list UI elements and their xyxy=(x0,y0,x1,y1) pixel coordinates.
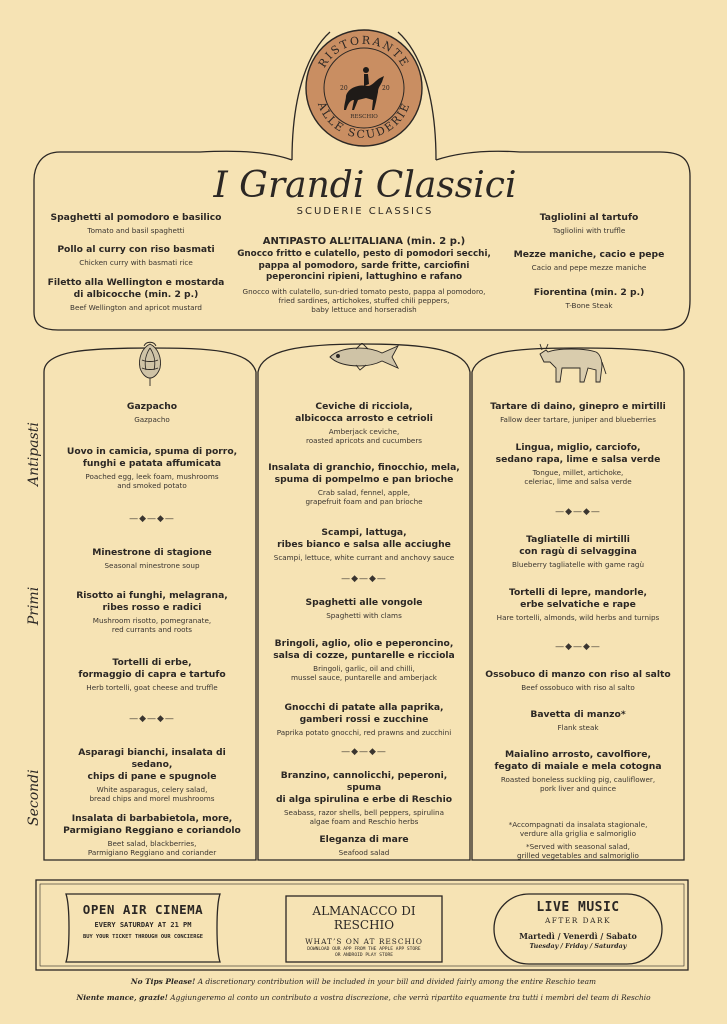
cinema-title: OPEN AIR CINEMA xyxy=(82,902,204,917)
separator: —◆—◆— xyxy=(555,507,601,517)
separator: —◆—◆— xyxy=(341,574,387,584)
menu-item: Uovo in camicia, spuma di porro, funghi e patata affumicata Poached egg, leek foam, mushrooms and smoked potato xyxy=(66,446,238,491)
menu-item: Branzino, cannolicchi, peperoni, spuma di alga spirulina e erbe di Reschio Seabass, razor shells, bell peppers, spirulina algae foam and Reschio herbs xyxy=(275,770,453,827)
music-title: LIVE MUSIC xyxy=(536,900,620,915)
separator: —◆—◆— xyxy=(341,747,387,757)
menu-item: Tartare di daino, ginepro e mirtilli Fallow deer tartare, juniper and blueberries xyxy=(490,401,666,424)
section-label-primi: Primi xyxy=(26,586,42,626)
music-days-en: Tuesday / Friday / Saturday xyxy=(529,942,627,950)
menu-item: Insalata di granchio, finocchio, mela, spuma di pompelmo e pan brioche Crab salad, fennel, apple, grapefruit foam and pan brioche xyxy=(268,462,460,507)
artichoke-icon xyxy=(130,338,170,392)
antipasto-en: Gnocco with culatello, sun-dried tomato pesto, pappa al pomodoro, fried sardines, artichokes, stuffed chili peppers, baby lettuce and horseradish xyxy=(242,286,486,315)
antipasto-name: Gnocco fritto e culatello, pesto di pomodori secchi, pappa al pomodoro, sarde fritte, carciofini peperoncini ripieni, lattughino e rafano xyxy=(237,249,491,282)
menu-item: Lingua, miglio, carciofo, sedano rapa, lime e salsa verde Tongue, millet, artichoke, celeriac, lime and salsa verde xyxy=(495,442,661,487)
almanacco-subtitle: WHAT’S ON AT RESCHIO xyxy=(305,937,423,946)
page-subtitle: SCUDERIE CLASSICS xyxy=(296,206,434,217)
menu-item: Fiorentina (min. 2 p.) T-Bone Steak xyxy=(533,286,645,310)
menu-item: Tagliatelle di mirtilli con ragù di selvaggina Blueberry tagliatelle with game ragù xyxy=(511,534,645,569)
menu-item: Minestrone di stagione Seasonal minestrone soup xyxy=(92,547,212,570)
footer-en-bold: No Tips Please! xyxy=(130,977,196,986)
separator: —◆—◆— xyxy=(555,642,601,652)
menu-item: Insalata di barbabietola, more, Parmigiano Reggiano e coriandolo Beet salad, blackberries, Parmigiano Reggiano and coriander xyxy=(63,813,241,858)
menu-item: Maialino arrosto, cavolfiore, fegato di maiale e mela cotogna Roasted boneless suckling pig, cauliflower, pork liver and quince xyxy=(494,749,662,794)
separator: —◆—◆— xyxy=(129,714,175,724)
cinema-tickets: BUY YOUR TICKET THROUGH OUR CONCIERGE xyxy=(82,934,204,940)
cinema-schedule: EVERY SATURDAY AT 21 PM xyxy=(94,921,192,929)
restaurant-logo xyxy=(306,30,422,146)
page-title: I Grandi Classici xyxy=(213,165,517,206)
classics-center xyxy=(232,236,496,315)
fish-icon xyxy=(326,343,402,375)
almanacco-app: DOWNLOAD OUR APP FROM THE APPLE APP STORE OR ANDROID PLAY STORE xyxy=(307,947,421,958)
menu-item: Ossobuco di manzo con riso al salto Beef ossobuco with riso al salto xyxy=(485,669,671,692)
menu-item: Bavetta di manzo* Flank steak xyxy=(530,709,626,732)
cow-icon xyxy=(538,338,608,390)
event-open-air-cinema xyxy=(66,902,220,940)
menu-item: Ceviche di ricciola, albicocca arrosto e cetrioli Amberjack ceviche, roasted apricots and cucumbers xyxy=(295,401,433,446)
logo-place: RESCHIO xyxy=(350,114,378,120)
menu-item: Tortelli di erbe, formaggio di capra e tartufo Herb tortelli, goat cheese and truffle xyxy=(78,657,226,692)
logo-top-text: RISTORANTE xyxy=(315,33,413,71)
menu-item: Pollo al curry con riso basmati Chicken curry with basmati rice xyxy=(57,244,215,268)
menu-item: Gnocchi di patate alla paprika, gamberi rossi e zucchine Paprika potato gnocchi, red prawns and zucchini xyxy=(276,702,452,737)
separator: —◆—◆— xyxy=(129,514,175,524)
menu-item: Tortelli di lepre, mandorle, erbe selvatiche e rape Hare tortelli, almonds, wild herbs and turnips xyxy=(496,587,660,622)
section-label-antipasti: Antipasti xyxy=(26,422,42,486)
footer-en-rest: A discretionary contribution will be included in your bill and divided fairly among the entire Reschio team xyxy=(195,977,597,986)
event-live-music xyxy=(494,900,662,950)
menu-item: Scampi, lattuga, ribes bianco e salsa alle acciughe Scampi, lettuce, white currant and anchovy sauce xyxy=(273,527,455,562)
logo-year-left: 20 xyxy=(340,85,348,92)
footnote-it: *Accompagnati da insalata stagionale, verdure alla griglia e salmoriglio xyxy=(508,820,648,839)
logo-bottom-text: ALLE SCUDERIE xyxy=(314,99,414,142)
menu-item: Mezze maniche, cacio e pepe Cacio and pepe mezze maniche xyxy=(513,249,665,273)
logo-year-right: 20 xyxy=(382,85,390,92)
footer-it-bold: Niente mance, grazie! xyxy=(76,993,168,1002)
music-subtitle: AFTER DARK xyxy=(544,916,612,925)
menu-item: Bringoli, aglio, olio e peperoncino, salsa di cozze, puntarelle e ricciola Bringoli, garlic, oil and chilli, mussel sauce, puntarelle and amberjack xyxy=(273,638,455,683)
menu-item: Spaghetti al pomodoro e basilico Tomato and basil spaghetti xyxy=(50,212,222,235)
almanacco-title: ALMANACCO DI RESCHIO xyxy=(312,904,416,932)
classics-right xyxy=(500,212,678,310)
section-label-secondi: Secondi xyxy=(26,769,42,826)
footer-it-rest: Aggiungeremo al conto un contributo a vostra discrezione, che verrà ripartito equamente tra tutti i membri del team di Reschio xyxy=(167,993,651,1002)
menu-item: Filetto alla Wellington e mostarda di albicocche (min. 2 p.) Beef Wellington and apricot mustard xyxy=(47,276,225,312)
footer-note-it xyxy=(0,993,727,1002)
footer-note-en xyxy=(0,977,727,986)
menu-item: Asparagi bianchi, insalata di sedano, chips di pane e spugnole White asparagus, celery salad, bread chips and morel mushrooms xyxy=(78,747,226,804)
antipasto-title: ANTIPASTO ALL’ITALIANA (min. 2 p.) xyxy=(262,236,466,247)
menu-item: Eleganza di mare Seafood salad xyxy=(319,834,409,857)
footnote-en: *Served with seasonal salad, grilled vegetables and salmoriglio xyxy=(517,842,639,861)
event-almanacco xyxy=(286,904,442,959)
menu-item: Tagliolini al tartufo Tagliolini with truffle xyxy=(539,212,639,235)
menu-item: Gazpacho Gazpacho xyxy=(126,401,178,424)
music-days-it: Martedì / Venerdì / Sabato xyxy=(519,931,637,941)
menu-item: Spaghetti alle vongole Spaghetti with clams xyxy=(305,597,423,620)
menu-item: Risotto ai funghi, melagrana, ribes rosso e radici Mushroom risotto, pomegranate, red currants and roots xyxy=(76,590,228,635)
horse-rider-icon xyxy=(344,67,384,110)
classics-left xyxy=(46,212,226,312)
